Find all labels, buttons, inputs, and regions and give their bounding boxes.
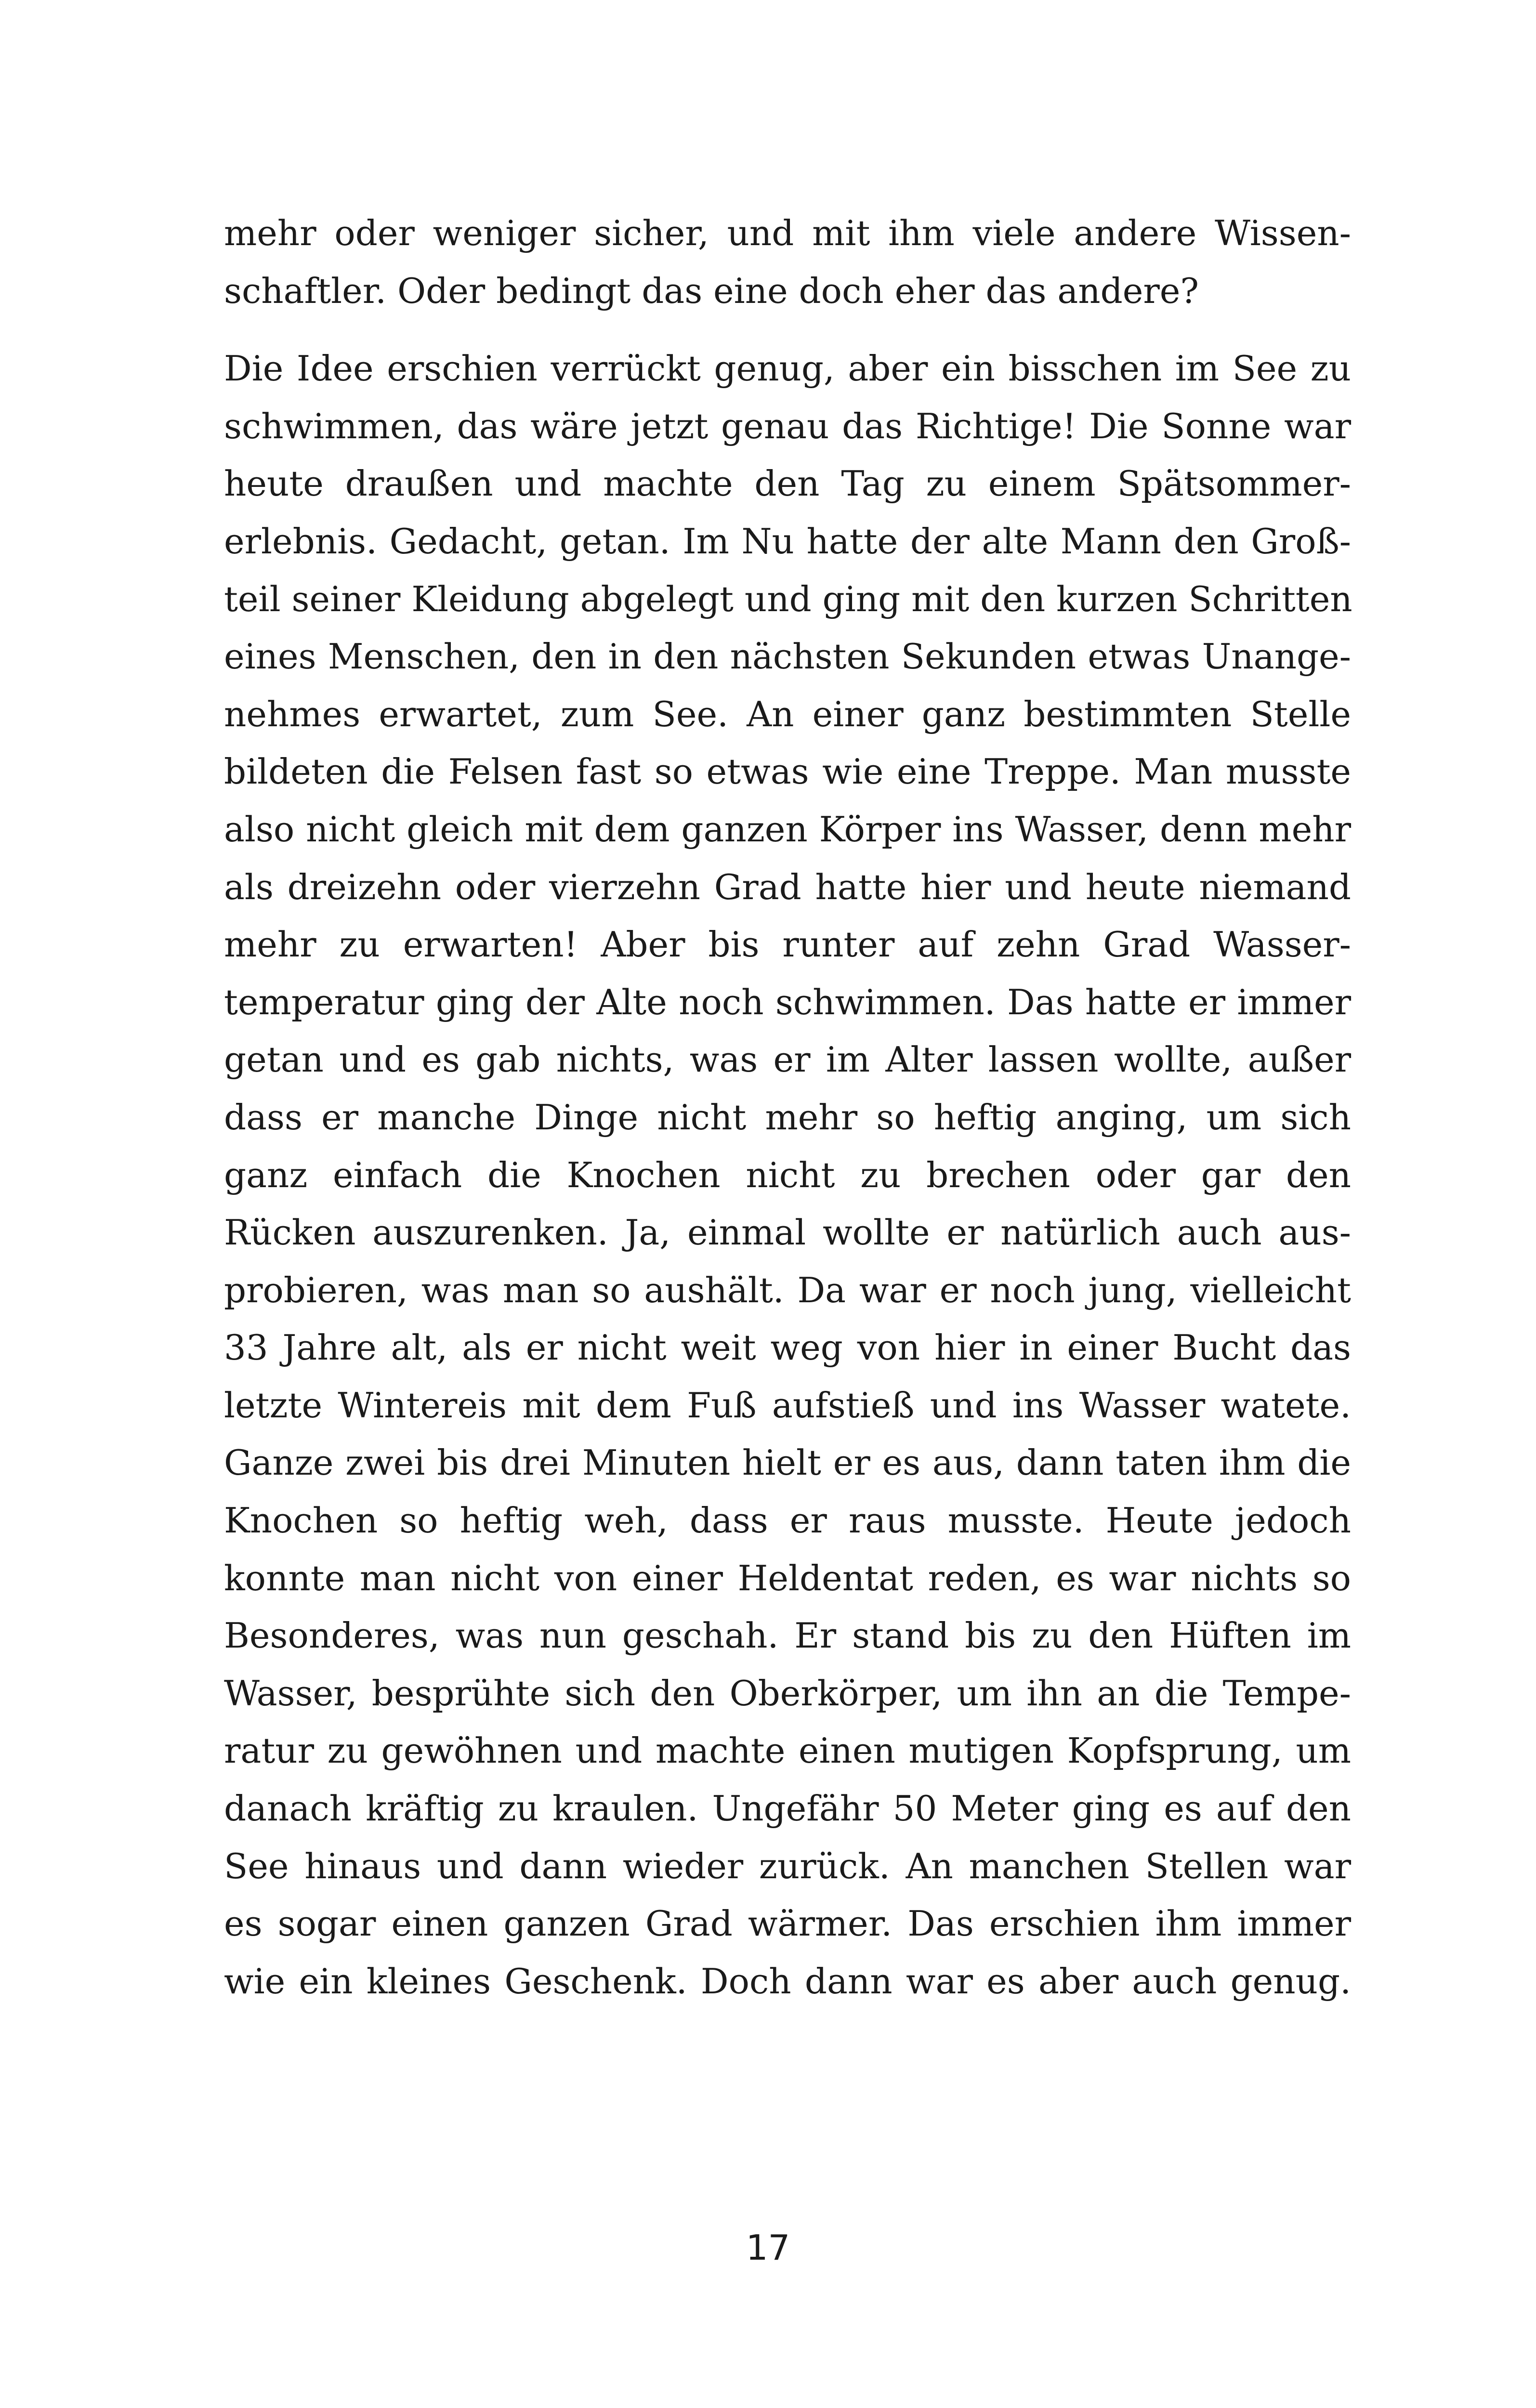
text-line: temperatur ging der Alte noch schwimmen. Das hatte er immer [224, 982, 1351, 1022]
text-line: mehr oder weniger sicher, und mit ihm viele andere Wissen- [224, 213, 1351, 253]
text-line: Knochen so heftig weh, dass er raus musste. Heute jedoch [224, 1500, 1351, 1541]
paragraph-1 [224, 205, 1351, 320]
text-line: Wasser, besprühte sich den Oberkörper, um ihn an die Tempe- [224, 1673, 1351, 1714]
text-line: danach kräftig zu kraulen. Ungefähr 50 Meter ging es auf den [224, 1788, 1351, 1829]
text-line: letzte Wintereis mit dem Fuß aufstieß und ins Wasser watete. [224, 1385, 1351, 1426]
text-line: schwimmen, das wäre jetzt genau das Richtige! Die Sonne war [224, 406, 1351, 446]
text-line: Ganze zwei bis drei Minuten hielt er es aus, dann taten ihm die [224, 1442, 1351, 1483]
text-line: 33 Jahre alt, als er nicht weit weg von hier in einer Bucht das [224, 1327, 1351, 1368]
text-line: eines Menschen, den in den nächsten Sekunden etwas Unange- [224, 636, 1351, 677]
text-line: Die Idee erschien verrückt genug, aber ein bisschen im See zu [224, 348, 1351, 389]
text-line: wie ein kleines Geschenk. Doch dann war es aber auch genug. [224, 1961, 1351, 2002]
text-line: es sogar einen ganzen Grad wärmer. Das erschien ihm immer [224, 1903, 1351, 1944]
text-line: teil seiner Kleidung abgelegt und ging mit den kurzen Schritten [224, 578, 1352, 619]
page-number: 17 [746, 2227, 790, 2268]
text-line: dass er manche Dinge nicht mehr so heftig anging, um sich [224, 1097, 1351, 1138]
text-line: getan und es gab nichts, was er im Alter lassen wollte, außer [224, 1039, 1351, 1080]
text-line: schaftler. Oder bedingt das eine doch eher das andere? [224, 270, 1199, 311]
paragraph-2 [224, 340, 1351, 2010]
text-line: ganz einfach die Knochen nicht zu brechen oder gar den [224, 1154, 1351, 1195]
body-text [224, 205, 1351, 2010]
text-line: mehr zu erwarten! Aber bis runter auf zehn Grad Wasser- [224, 924, 1351, 965]
text-line: erlebnis. Gedacht, getan. Im Nu hatte der alte Mann den Groß- [224, 521, 1351, 562]
text-line: probieren, was man so aushält. Da war er noch jung, vielleicht [224, 1269, 1351, 1310]
text-line: heute draußen und machte den Tag zu einem Spätsommer- [224, 463, 1351, 504]
text-line: als dreizehn oder vierzehn Grad hatte hier und heute niemand [224, 866, 1351, 907]
text-line: nehmes erwartet, zum See. An einer ganz bestimmten Stelle [224, 694, 1351, 734]
text-line: bildeten die Felsen fast so etwas wie eine Treppe. Man musste [224, 751, 1351, 792]
text-line: konnte man nicht von einer Heldentat reden, es war nichts so [224, 1557, 1351, 1598]
text-line: Rücken auszurenken. Ja, einmal wollte er natürlich auch aus- [224, 1212, 1351, 1253]
text-line: See hinaus und dann wieder zurück. An manchen Stellen war [224, 1845, 1351, 1886]
text-line: ratur zu gewöhnen und machte einen mutigen Kopfsprung, um [224, 1730, 1351, 1771]
text-line: also nicht gleich mit dem ganzen Körper ins Wasser, denn mehr [224, 809, 1351, 850]
text-line: Besonderes, was nun geschah. Er stand bis zu den Hüften im [224, 1615, 1351, 1656]
